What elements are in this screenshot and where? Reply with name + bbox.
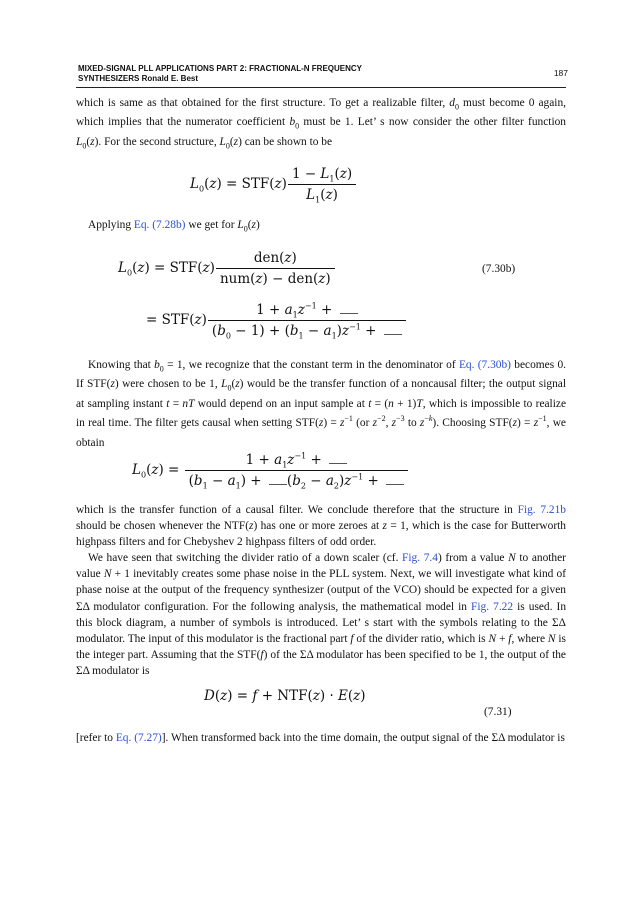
equation-number-7-31: (7.31) [484,706,512,718]
equation-7-30b-line2: = STF(z) $\frac{1 + a_1z^{-1} +}{(b_0 - 1) + (b_1 - a_1)z^{-1} +}$ [146,302,406,339]
paragraph-refer: [refer to Eq. (7.27)]. When transformed back into the time domain, the output signal of the ΣΔ modulator is [76,732,565,744]
paragraph-applying: Applying Eq. (7.28b) we get for $L_0(z)$ [88,219,260,234]
link-eq-7-28b[interactable]: Eq. (7.28b) [133,219,186,231]
equation-7-30b-line1: $L_0(z) = STF(z)$ $\frac{\text{den(z)}}{\text{num(z) − den(z)}}$ [118,250,335,287]
page-number: 187 [553,68,568,78]
equation-l0-causal: $L_0(z)$ = $\frac{1 + a_1z^{-1} +}{(b_1 - a_1) + (b_2 - a_2)z^{-1} +}$ [132,452,408,489]
link-eq-7-30b[interactable]: Eq. (7.30b) [458,359,511,371]
equation-7-31: D(z) = f + NTF(z) · E(z) [204,688,366,704]
running-header-line1: MIXED-SIGNAL PLL APPLICATIONS PART 2: FRACTIONAL-N FREQUENCY [78,64,363,73]
equation-number-7-30b: (7.30b) [482,263,516,275]
applying-end: we get for [188,219,235,231]
running-header [78,64,508,84]
paragraph-conclude: which is the transfer function of a causal filter. We conclude therefore that the structure in Fig. 7.21b should be chosen whenever the NTF(z) has one or more zeroes at z = 1, which is the case for Butterworth highpass filters and for Chebyshev 2 highpass filters of odd order. [76,504,567,549]
equation-l0-stf: $L_0(z) = STF(z)$ $\frac{1 - L_1(z)}{L_1(z)}$ [190,166,356,203]
header-rule [76,87,566,88]
link-fig-7-21b[interactable]: Fig. 7.21b [517,504,567,516]
link-fig-7-22[interactable]: Fig. 7.22 [471,600,514,613]
running-header-line2: SYNTHESIZERS Ronald E. Best [78,74,199,83]
paragraph-phase-noise: We have seen that switching the divider ratio of a down scaler (cf. Fig. 7.4) from a value N to another value N + 1 inevitably creates some phase noise in the PLL system. Next, we will investigate what kind of phase noise at the output of the frequency synthesizer (output of the VCO) should be expected for a given ΣΔ modulator configuration. For the following analysis, the mathematical model in Fig. 7.22 is used. In this block diagram, a number of symbols is introduced. Let’ s start with the symbols relating to the ΣΔ modulator. The input of this modulator is the fractional part f of the divider ratio, which is N + f, where N is the integer part. Assuming that the STF(f) of the ΣΔ modulator has been specified to be 1, the output of the ΣΔ modulator is [76,552,567,678]
applying-word: Applying [88,219,132,231]
link-eq-7-27[interactable]: Eq. (7.27) [115,732,162,744]
paragraph-intro: which is same as that obtained for the first structure. To get a realizable filter, $d_0$ must become 0 again, which implies that the numerator coefficient $b_0$ must be 1. Let’ s now consider the other filter function $L_0(z)$. For the second structure, $L_0(z)$ can be shown to be [76,97,567,151]
link-fig-7-4[interactable]: Fig. 7.4 [402,552,438,564]
paragraph-knowing: Knowing that $b_0 = 1$, we recognize that the constant term in the denominator of Eq. (7.30b) becomes 0. If STF(z) were chosen to be 1, $L_0(z)$ would be the transfer function of a noncausal filter; the output signal at sampling instant t = nT would depend on an input sample at t = (n + 1)T, which is impossible to realize in real time. The filter gets causal when setting $STF(z) = z^{-1}$ (or $z^{-2}$, $z^{-3}$ to $z^{-k}$). Choosing $STF(z) = z^{-1}$, we obtain [76,359,566,449]
